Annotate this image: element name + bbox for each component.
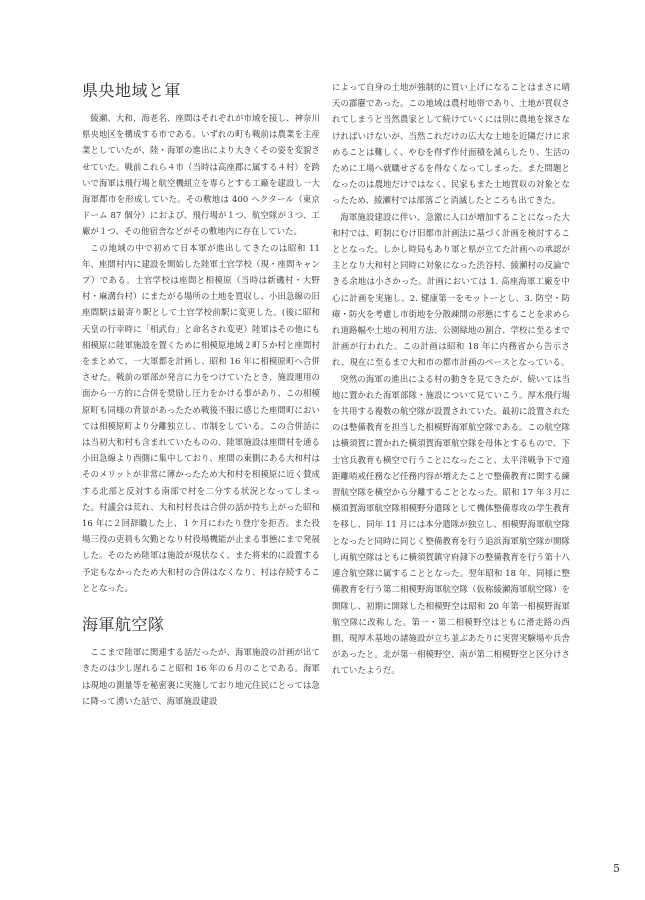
section-heading-kenou: 県央地域と軍 [82, 81, 182, 100]
paragraph: 海軍施設建設に伴い、急激に人口が増加することになった大和村では、町制にむけ旧都市計画法に基づく計画を検討することとなった。しかし時局もあり軍と県が立てた計画への承認が主となり大和村と同時に対象になった渋谷村、綾瀬村の反論できる余地は小さかった。計画においては 1. 高座海軍工廠を中心に計画を実施し、2. 健康第一をモットーとし、3. 防空・防瘴・防火を考慮し市街地を分散疎開の形態にすることを求められ道路幅や土地の利用方法、公園緑地の割合、学校に至るまで計画が行われた。この計画は昭和 18 年に内務省から告示され、現在に至るまで大和市の都市計画のベースとなっている。 [332, 211, 570, 368]
left-column [82, 80, 320, 709]
paragraph: によって自身の土地が強制的に買い上げになることはまさに晴天の霹靂であった。この地域は農村地帯であり、土地が買収されてしまうと当然農家として続けていくには別に農地を探さなければいけないが、当然これだけの広大な土地を近隣だけに求めることは難しく、やむを得ず作付面積を減らしたり、生活のために工場へ就職せざるを得なくなってしまった。また問題となったのは農地だけではなく、民家もまた土地買収の対象となったため、綾瀬村では部落ごと消滅したところも出てきた。 [332, 82, 570, 206]
paragraph: この地域の中で初めて日本軍が進出してきたのは昭和 11 年、座間村内に建設を開始した陸軍士官学校（現・座間キャンプ）である。士官学校は座間と相模原（当時は新磯村・大野村・麻溝台村）にまたがる場所の土地を買収し、小田急線の旧座間駅は最寄り駅として士官学校前駅に変更した。(後に昭和天皇の行幸時に「相武台」と命名され変更）陸軍はその他にも相模原に陸軍施設を置くために相模原地域２町５か村と座間村をまとめて、一大軍都を計画し、昭和 16 年に相模原町へ合併させた。戦前の軍部が発言に力をつけていたとき、施設運用の面から一方的に合併を奨励し圧力をかける事があり、この相模原町も同様の背景があったため戦後不服に感じた座間町においては相模原町より分離独立し、市制をしている。この合併話には当初大和村も含まれていたものの、陸軍施設は座間村を通る小田急線より西側に集中しており、座間の東側にある大和村はそのメリットが非常に薄かったため大和村を相模原に近く賛成する北部と反対する南部で村を二分する状況となってしまった。村議会は荒れ、大和村村長は合併の話が持ち上がった昭和 16 年に２回辞職した上、１ケ月にわたり登庁を拒否。また役場三役の吏員も欠勤となり村役場機能が止まる事態にまで発展した。そのため陸軍は施設が現状なく、また将来的に設置する予定もなかったため大和村の合併はなくなり、村は存続することとなった。 [82, 242, 320, 593]
page-number: 5 [613, 862, 620, 875]
right-column [332, 79, 570, 679]
paragraph: 突然の海軍の進出による村の動きを見てきたが、続いては当地に置かれた海軍部隊・施設について見ていこう。厚木飛行場を共用する複数の航空隊が設置されていた。最初に設置されたのは整備教育を担当した相模野海軍航空隊である。この航空隊は横須賀に置かれた横須賀海軍航空隊を母体とするもので、下士官兵教育も横空で行うことになったこと、太平洋戦争下で遠距離哨戒任務など任務内容が増えたことで整備教育に関する練習航空隊を横空から分離することとなった。昭和 17 年３月に横須賀海軍航空隊相模野分遣隊として機体整備専攻の学生教育を移し、同年 11 月には本分遣隊が独立し、相模野海軍航空隊となったと同時に同じく整備教育を行う追浜海軍航空隊が開隊し両航空隊はともに横須賀鎮守府隷下の整備教育を行う第十八連合航空隊に属することとなった。翌年昭和 18 年、同様に整備教育を行う第二相模野海軍航空隊（仮称綾瀬海軍航空隊）を開隊し、初期に開隊した相模野空は昭和 20 年第一相模野海軍航空隊に改称した。第一・第二相模野空はともに滑走路の西側、現厚木基地の諸施設が立ち並ぶあたりに実習実験場や兵舎があったと。北が第一相模野空、南が第二相模野空と区分けされていたようだ。 [332, 373, 570, 676]
paragraph: ここまで陸軍に関連する話だったが、海軍施設の計画が出てきたのは少し遅れること昭和 16 年の６月のことである。海軍は現地の測量等を秘密裏に実施しており地元住民にとっては急に降って湧いた話で、海軍施設建設 [82, 647, 320, 706]
section-heading-kaigun-kokutai: 海軍航空隊 [82, 615, 165, 635]
paragraph: 綾瀬、大和、海老名、座間はそれぞれが市域を接し、神奈川県央地区を構成する市である。いずれの町も戦前は農業を主産業としていたが、陸・海軍の進出により大きくその姿を変貌させていた。戦前これら４市（当時は高座郡に属する４村）を跨いで海軍は飛行場と航空機組立を専らとする工廠を建設し一大海軍都市を形成していた。その敷地は 400 ヘクタール（東京ドーム 87 個分）におよび、飛行場が１つ、航空隊が３つ、工廠が１つ、その他宿舎などがその敷地内に存在していた。 [82, 113, 320, 237]
